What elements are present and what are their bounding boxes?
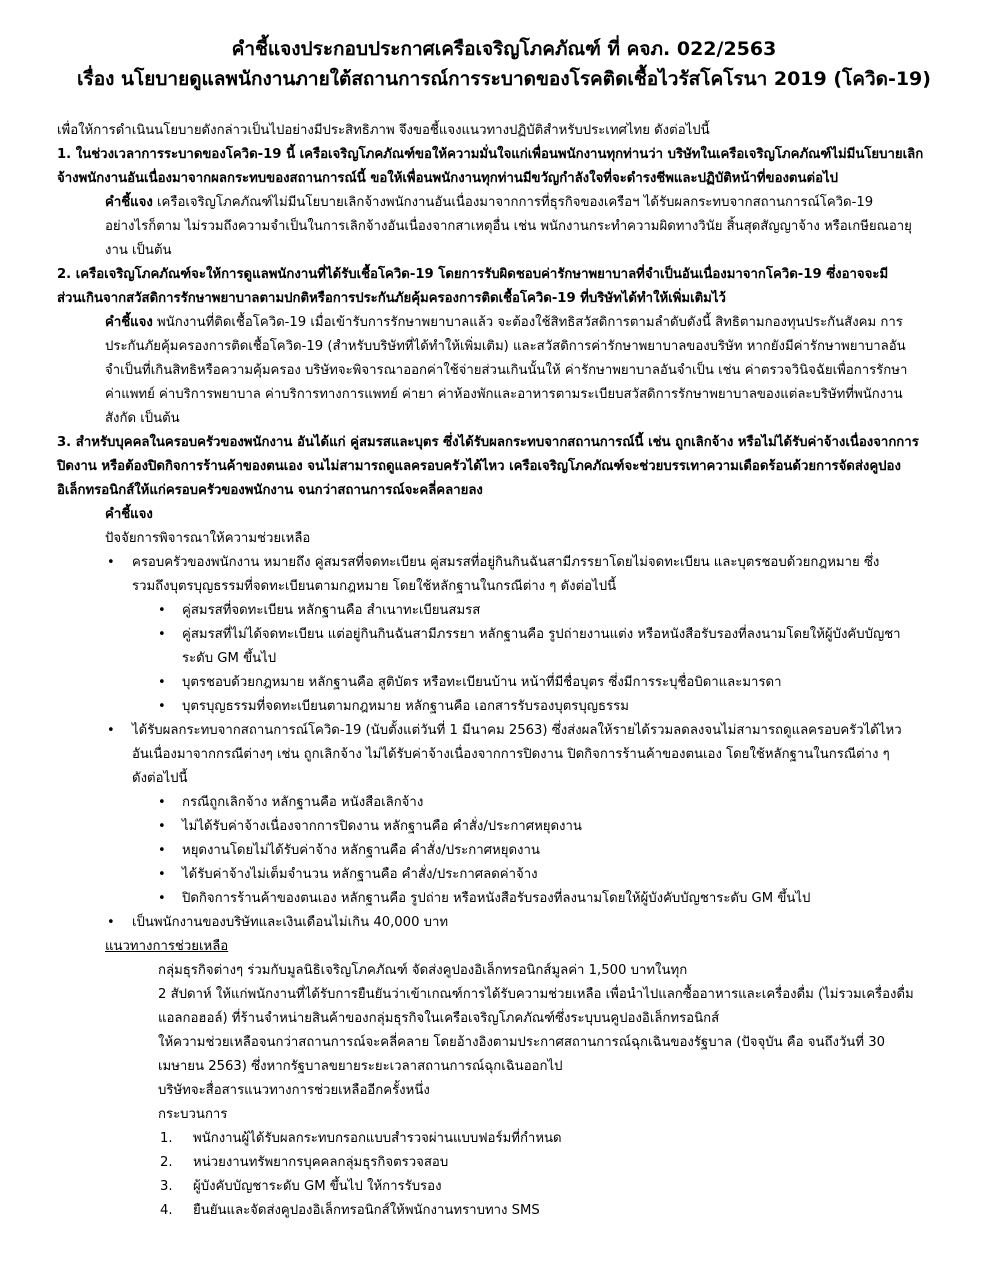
assistance-line6: บริษัทจะสื่อสารแนวทางการช่วยเหลืออีกครั้งหนึ่ง: [158, 1083, 430, 1098]
assistance-line2: 2 สัปดาห์ ให้แก่พนักงานที่ได้รับการยืนยันว่าเข้าเกณฑ์การได้รับความช่วยเหลือ เพื่อนำไปแลกซื้ออาหารและเครื่องดื่ม (ไม่รวมเครื่องดื่ม: [158, 987, 914, 1002]
bullet1-line1: ครอบครัวของพนักงาน หมายถึง คู่สมรสที่จดทะเบียน คู่สมรสที่อยู่กินกินฉันสามีภรรยาโดยไม่จดทะเบียน และบุตรชอบด้วยกฎหมาย ซึ่ง: [132, 555, 880, 570]
intro-paragraph: เพื่อให้การดำเนินนโยบายดังกล่าวเป็นไปอย่างมีประสิทธิภาพ จึงขอชี้แจงแนวทางปฏิบัติสำหรับประเทศไทย ดังต่อไปนี้: [57, 123, 710, 138]
assistance-heading: แนวทางการช่วยเหลือ: [105, 939, 229, 954]
sub2-item: หยุดงานโดยไม่ได้รับค่าจ้าง หลักฐานคือ คำสั่ง/ประกาศหยุดงาน: [182, 843, 540, 858]
bullet-icon: •: [158, 603, 166, 618]
bullet3-line: เป็นพนักงานของบริษัทและเงินเดือนไม่เกิน 40,000 บาท: [132, 915, 449, 930]
bullet-icon: •: [107, 555, 115, 570]
bullet-icon: •: [158, 843, 166, 858]
sub2-item: ได้รับค่าจ้างไม่เต็มจำนวน หลักฐานคือ คำสั่ง/ประกาศลดค่าจ้าง: [182, 867, 538, 882]
step-number: 1.: [160, 1131, 173, 1146]
bullet-icon: •: [158, 867, 166, 882]
section1-explanation-line3: งาน เป็นต้น: [105, 243, 172, 258]
step-number: 4.: [160, 1203, 173, 1218]
section1-heading-line2: จ้างพนักงานอันเนื่องมาจากผลกระทบของสถานการณ์นี้ ขอให้เพื่อนพนักงานทุกท่านมีขวัญกำลังใจที่จะดำรงชีพและปฏิบัติหน้าที่ของตนต่อไป: [57, 171, 838, 186]
section3-heading-line1: 3. สำหรับบุคคลในครอบครัวของพนักงาน อันได้แก่ คู่สมรสและบุตร ซึ่งได้รับผลกระทบจากสถานการณ์นี้ เช่น ถูกเลิกจ้าง หรือไม่ได้รับค่าจ้างเนื่องจากการ: [57, 435, 919, 450]
explanation-label: คำชี้แจง: [105, 195, 153, 210]
section2-explanation-line4: ค่าแพทย์ ค่าบริการพยาบาล ค่าบริการทางการแพทย์ ค่ายา ค่าห้องพักและอาหารตามระเบียบสวัสดิการรักษาพยาบาลของแต่ละบริษัทที่พนักงาน: [105, 387, 903, 402]
section2-explanation-line5: สังกัด เป็นต้น: [105, 411, 180, 426]
step-number: 2.: [160, 1155, 173, 1170]
section3-heading-line3: อิเล็กทรอนิกส์ให้แก่ครอบครัวของพนักงาน จนกว่าสถานการณ์จะคลี่คลายลง: [57, 483, 483, 498]
assistance-line3: แอลกอฮอล์) ที่ร้านจำหน่ายสินค้าของกลุ่มธุรกิจในเครือเจริญโภคภัณฑ์ซึ่งระบุบนคูปองอิเล็กทรอนิกส์: [158, 1011, 720, 1026]
bullet2-line1: ได้รับผลกระทบจากสถานการณ์โควิด-19 (นับตั้งแต่วันที่ 1 มีนาคม 2563) ซึ่งส่งผลให้รายได้รวมลดลงจนไม่สามารถดูแลครอบครัวได้ไหว: [132, 723, 902, 738]
bullet1-line2: รวมถึงบุตรบุญธรรมที่จดทะเบียนตามกฎหมาย โดยใช้หลักฐานในกรณีต่าง ๆ ดังต่อไปนี้: [132, 579, 617, 594]
step-text: หน่วยงานทรัพยากรบุคคลกลุ่มธุรกิจตรวจสอบ: [193, 1155, 449, 1170]
document-title-line2: เรื่อง นโยบายดูแลพนักงานภายใต้สถานการณ์การระบาดของโรคติดเชื้อไวรัสโคโรนา 2019 (โควิด-19): [77, 68, 931, 90]
process-label: กระบวนการ: [158, 1107, 228, 1122]
assistance-line5: เมษายน 2563) ซึ่งหากรัฐบาลขยายระยะเวลาสถานการณ์ฉุกเฉินออกไป: [158, 1059, 563, 1074]
section3-explanation-label: คำชี้แจง: [105, 507, 153, 522]
document-title-line1: คำชี้แจงประกอบประกาศเครือเจริญโภคภัณฑ์ ที่ คจภ. 022/2563: [231, 38, 777, 60]
bullet2-line3: ดังต่อไปนี้: [132, 771, 188, 786]
bullet-icon: •: [158, 675, 166, 690]
sub1-item: บุตรบุญธรรมที่จดทะเบียนตามกฎหมาย หลักฐานคือ เอกสารรับรองบุตรบุญธรรม: [182, 699, 629, 714]
bullet-icon: •: [158, 627, 166, 642]
sub2-item: กรณีถูกเลิกจ้าง หลักฐานคือ หนังสือเลิกจ้าง: [182, 795, 424, 810]
factors-label: ปัจจัยการพิจารณาให้ความช่วยเหลือ: [105, 531, 311, 546]
section1-explanation-line2: อย่างไรก็ตาม ไม่รวมถึงความจำเป็นในการเลิกจ้างอันเนื่องจากสาเหตุอื่น เช่น พนักงานกระทำความผิดทางวินัย สิ้นสุดสัญญาจ้าง หรือเกษียณอายุ: [105, 219, 912, 234]
step-text: ผู้บังคับบัญชาระดับ GM ขึ้นไป ให้การรับรอง: [193, 1179, 442, 1194]
step-text: พนักงานผู้ได้รับผลกระทบกรอกแบบสำรวจผ่านแบบฟอร์มที่กำหนด: [193, 1131, 562, 1146]
section3-heading-line2: ปิดงาน หรือต้องปิดกิจการร้านค้าของตนเอง จนไม่สามารถดูแลครอบครัวได้ไหว เครือเจริญโภคภัณฑ์จะช่วยบรรเทาความเดือดร้อนด้วยการจัดส่งคูปอง: [57, 459, 901, 474]
section1-explanation-line1: คำชี้แจง เครือเจริญโภคภัณฑ์ไม่มีนโยบายเลิกจ้างพนักงานอันเนื่องมาจากการที่ธุรกิจของเครือฯ ได้รับผลกระทบจากสถานการณ์โควิด-19: [105, 195, 874, 210]
section2-explanation-line1: คำชี้แจง พนักงานที่ติดเชื้อโควิด-19 เมื่อเข้ารับการรักษาพยาบาลแล้ว จะต้องใช้สิทธิสวัสดิการตามลำดับดังนี้ สิทธิตามกองทุนประกันสังคม การ: [105, 315, 903, 330]
bullet-icon: •: [158, 819, 166, 834]
step-text: ยืนยันและจัดส่งคูปองอิเล็กทรอนิกส์ให้พนักงานทราบทาง SMS: [193, 1203, 540, 1218]
sub2-item: ปิดกิจการร้านค้าของตนเอง หลักฐานคือ รูปถ่าย หรือหนังสือรับรองที่ลงนามโดยให้ผู้บังคับบัญชาระดับ GM ขึ้นไป: [182, 891, 811, 906]
section2-explanation-line3: จำเป็นที่เกินสิทธิหรือความคุ้มครอง บริษัทจะพิจารณาออกค่าใช้จ่ายส่วนเกินนั้นให้ ค่ารักษาพยาบาลอันจำเป็น เช่น ค่าตรวจวินิจฉัยเพื่อการรักษา: [105, 363, 908, 378]
section2-explanation-line2: ประกันภัยคุ้มครองการติดเชื้อโควิด-19 (สำหรับบริษัทที่ได้ทำให้เพิ่มเติม) และสวัสดิการค่ารักษาพยาบาลของบริษัท หากยังมีค่ารักษาพยาบาลอัน: [105, 339, 906, 354]
assistance-line4: ให้ความช่วยเหลือจนกว่าสถานการณ์จะคลี่คลาย โดยอ้างอิงตามประกาศสถานการณ์ฉุกเฉินของรัฐบาล (ปัจจุบัน คือ จนถึงวันที่ 30: [158, 1035, 885, 1050]
section1-heading-line1: 1. ในช่วงเวลาการระบาดของโควิด-19 นี้ เครือเจริญโภคภัณฑ์ขอให้ความมั่นใจแก่เพื่อนพนักงานทุกท่านว่า บริษัทในเครือเจริญโภคภัณฑ์ไม่มีนโยบายเลิก: [57, 147, 924, 162]
sub1-item-continued: ระดับ GM ขึ้นไป: [182, 651, 277, 666]
explanation-label: คำชี้แจง: [105, 315, 153, 330]
bullet2-line2: อันเนื่องมาจากกรณีต่างๆ เช่น ถูกเลิกจ้าง ไม่ได้รับค่าจ้างเนื่องจากการปิดงาน ปิดกิจการร้านค้าของตนเอง โดยใช้หลักฐานในกรณีต่าง ๆ: [132, 747, 890, 762]
sub2-item: ไม่ได้รับค่าจ้างเนื่องจากการปิดงาน หลักฐานคือ คำสั่ง/ประกาศหยุดงาน: [182, 819, 582, 834]
assistance-line1: กลุ่มธุรกิจต่างๆ ร่วมกับมูลนิธิเจริญโภคภัณฑ์ จัดส่งคูปองอิเล็กทรอนิกส์มูลค่า 1,500 บาทในทุก: [158, 963, 688, 978]
bullet-icon: •: [158, 891, 166, 906]
bullet-icon: •: [158, 699, 166, 714]
bullet-icon: •: [107, 915, 115, 930]
bullet-icon: •: [158, 795, 166, 810]
bullet-icon: •: [107, 723, 115, 738]
sub1-item: คู่สมรสที่จดทะเบียน หลักฐานคือ สำเนาทะเบียนสมรส: [182, 603, 481, 618]
sub1-item: คู่สมรสที่ไม่ได้จดทะเบียน แต่อยู่กินกินฉันสามีภรรยา หลักฐานคือ รูปถ่ายงานแต่ง หรือหนังสือรับรองที่ลงนามโดยให้ผู้บังคับบัญชา: [182, 627, 901, 642]
step-number: 3.: [160, 1179, 173, 1194]
section2-heading-line2: ส่วนเกินจากสวัสดิการรักษาพยาบาลตามปกติหรือการประกันภัยคุ้มครองการติดเชื้อโควิด-19 ที่บริษัทได้ทำให้เพิ่มเติมไว้: [57, 291, 726, 306]
sub1-item: บุตรชอบด้วยกฎหมาย หลักฐานคือ สูติบัตร หรือทะเบียนบ้าน หน้าที่มีชื่อบุตร ซึ่งมีการระบุชื่อบิดาและมารดา: [182, 675, 782, 690]
section2-heading-line1: 2. เครือเจริญโภคภัณฑ์จะให้การดูแลพนักงานที่ได้รับเชื้อโควิด-19 โดยการรับผิดชอบค่ารักษาพยาบาลที่จำเป็นอันเนื่องมาจากโควิด-19 ซึ่งอาจจะมี: [57, 267, 889, 282]
